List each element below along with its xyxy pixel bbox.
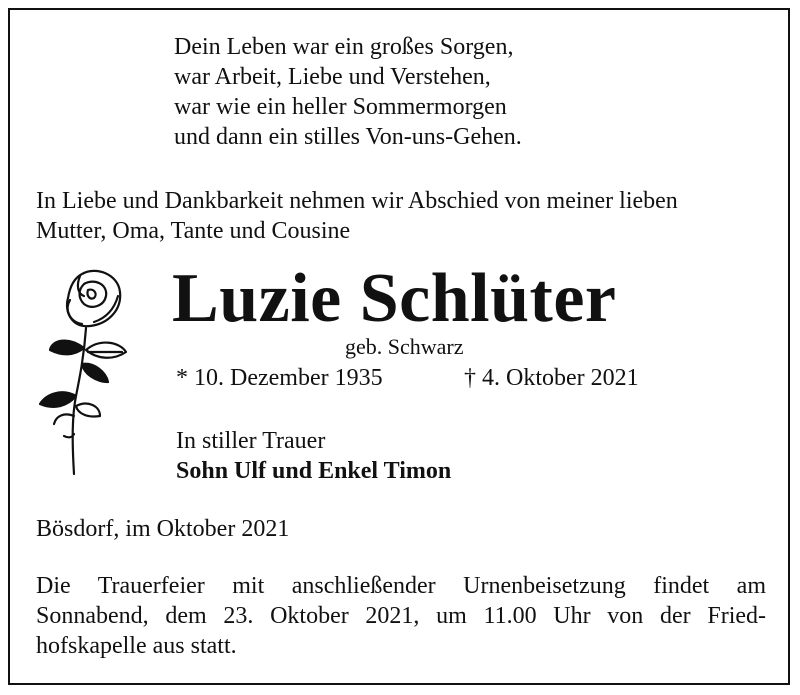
rose-icon xyxy=(34,266,144,478)
intro-line: Mutter, Oma, Tante und Cousine xyxy=(36,218,351,244)
poem-line: Dein Leben war ein großes Sorgen, xyxy=(174,34,514,60)
poem-line: war wie ein heller Sommermorgen xyxy=(174,94,507,120)
service-line: hofskapelle aus statt. xyxy=(36,633,237,659)
poem xyxy=(174,32,522,152)
poem-line: war Arbeit, Liebe und Verstehen, xyxy=(174,64,491,90)
intro-line: In Liebe und Dankbarkeit nehmen wir Abschied von meiner lieben xyxy=(36,188,678,214)
mourning-block xyxy=(176,426,451,486)
birth-date: * 10. Dezember 1935 xyxy=(176,365,383,391)
intro-text xyxy=(36,186,766,246)
maiden-name: geb. Schwarz xyxy=(345,334,464,359)
mourning-line: In stiller Trauer xyxy=(176,428,326,454)
service-line: Die Trauerfeier mit anschließender Urnenbeisetzung findet am xyxy=(36,573,766,599)
death-date: † 4. Oktober 2021 xyxy=(464,365,639,391)
mourners: Sohn Ulf und Enkel Timon xyxy=(176,458,452,484)
service-notice xyxy=(36,571,766,661)
place-date: Bösdorf, im Oktober 2021 xyxy=(36,516,290,542)
deceased-name: Luzie Schlüter xyxy=(172,260,617,337)
poem-line: und dann ein stilles Von-uns-Gehen. xyxy=(174,124,522,150)
service-line: Sonnabend, dem 23. Oktober 2021, um 11.00 Uhr von der Fried- xyxy=(36,603,766,629)
